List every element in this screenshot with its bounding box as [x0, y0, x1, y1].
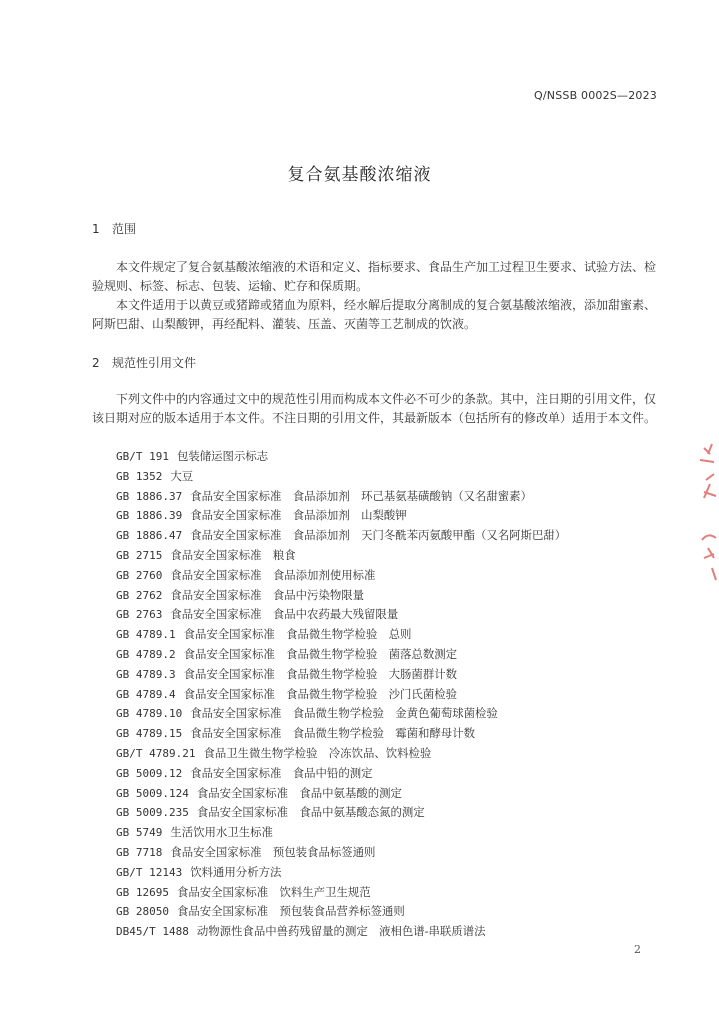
section-title: 范围 — [112, 222, 137, 236]
reference-item — [116, 605, 566, 625]
reference-title: 食品安全国家标准 食品添加剂 山梨酸钾 — [190, 508, 407, 523]
reference-title: 食品卫生微生物学检验 冷冻饮品、饮料检验 — [203, 745, 432, 760]
reference-code: GB 4789.2 — [116, 647, 176, 661]
reference-code: GB 4789.10 — [116, 707, 183, 721]
document-code: Q/NSSB 0002S—2023 — [534, 89, 657, 102]
section-number: 1 — [92, 222, 100, 236]
reference-title: 食品安全国家标准 食品添加剂 环己基氨基磺酸钠（又名甜蜜素） — [190, 488, 532, 503]
section-title: 规范性引用文件 — [112, 356, 197, 370]
reference-title: 动物源性食品中兽药残留量的测定 液相色谱-串联质谱法 — [196, 924, 486, 939]
reference-item — [116, 922, 566, 942]
reference-code: GB 7718 — [116, 845, 163, 859]
reference-code: GB 1886.37 — [116, 489, 183, 503]
reference-title: 包装储运图示标志 — [176, 449, 269, 463]
reference-code: GB 4789.3 — [116, 667, 176, 681]
section-2-heading — [92, 354, 196, 371]
reference-title: 食品安全国家标准 粮食 — [170, 547, 296, 562]
document-title: 复合氨基酸浓缩液 — [287, 165, 432, 185]
reference-item — [116, 744, 566, 764]
reference-title: 食品安全国家标准 食品中铅的测定 — [190, 765, 373, 780]
reference-title: 食品安全国家标准 食品中污染物限量 — [170, 587, 365, 602]
section-number: 2 — [92, 356, 100, 370]
reference-code: GB/T 4789.21 — [116, 746, 196, 760]
reference-code: GB 4789.1 — [116, 628, 176, 642]
reference-code: GB 5009.235 — [116, 806, 189, 820]
reference-title: 食品安全国家标准 食品微生物学检验 总则 — [183, 627, 412, 642]
reference-title: 大豆 — [170, 468, 194, 483]
reference-code: GB 2760 — [116, 568, 163, 582]
reference-item — [116, 665, 566, 685]
reference-title: 食品安全国家标准 预包装食品营养标签通则 — [176, 904, 405, 919]
reference-code: GB/T 12143 — [116, 865, 183, 879]
section-1-heading — [92, 220, 136, 237]
reference-item — [116, 447, 566, 467]
reference-item — [116, 566, 566, 586]
reference-title: 食品安全国家标准 食品微生物学检验 金黄色葡萄球菌检验 — [190, 706, 498, 721]
reference-code: GB 1352 — [116, 469, 163, 483]
reference-item — [116, 546, 566, 566]
reference-code: GB 5749 — [116, 826, 163, 840]
reference-item — [116, 883, 566, 903]
reference-code: GB 2762 — [116, 588, 163, 602]
reference-list — [116, 447, 566, 942]
reference-title: 食品安全国家标准 食品添加剂使用标准 — [170, 567, 376, 582]
reference-title: 生活饮用水卫生标准 — [170, 825, 273, 840]
reference-title: 食品安全国家标准 食品微生物学检验 霉菌和酵母计数 — [190, 726, 476, 741]
reference-title: 食品安全国家标准 饮料生产卫生规范 — [176, 884, 371, 899]
reference-item — [116, 526, 566, 546]
reference-item — [116, 863, 566, 883]
reference-item — [116, 586, 566, 606]
reference-code: DB45/T 1488 — [116, 925, 189, 939]
page-number: 2 — [634, 943, 641, 956]
reference-item — [116, 843, 566, 863]
reference-item — [116, 704, 566, 724]
reference-item — [116, 784, 566, 804]
reference-title: 食品安全国家标准 食品微生物学检验 沙门氏菌检验 — [183, 686, 457, 701]
reference-item — [116, 467, 566, 487]
reference-item — [116, 724, 566, 744]
reference-code: GB 28050 — [116, 905, 169, 919]
reference-title: 饮料通用分析方法 — [190, 864, 282, 879]
reference-code: GB 5009.124 — [116, 786, 189, 800]
reference-item — [116, 823, 566, 843]
reference-item — [116, 645, 566, 665]
references-intro: 下列文件中的内容通过文中的规范性引用而构成本文件必不可少的条款。其中，注日期的引用文件，仅该日期对应的版本适用于本文件。不注日期的引用文件，其最新版本（包括所有的修改单）适用于本文件。 — [92, 392, 657, 425]
reference-code: GB 1886.39 — [116, 509, 183, 523]
scope-paragraph-1: 本文件规定了复合氨基酸浓缩液的术语和定义、指标要求、食品生产加工过程卫生要求、试验方法、检验规则、标签、标志、包装、运输、贮存和保质期。 — [92, 260, 657, 293]
reference-title: 食品安全国家标准 食品中农药最大残留限量 — [170, 607, 399, 622]
seal-stamp — [690, 440, 719, 590]
reference-item — [116, 685, 566, 705]
reference-title: 食品安全国家标准 食品微生物学检验 大肠菌群计数 — [183, 666, 457, 681]
reference-code: GB 12695 — [116, 885, 169, 899]
reference-item — [116, 506, 566, 526]
reference-item — [116, 803, 566, 823]
reference-code: GB 4789.4 — [116, 687, 176, 701]
reference-code: GB/T 191 — [116, 450, 169, 463]
reference-title: 食品安全国家标准 预包装食品标签通则 — [170, 844, 376, 859]
scope-paragraph-2: 本文件适用于以黄豆或猪蹄或猪血为原料，经水解后提取分离制成的复合氨基酸浓缩液，添加甜蜜素、阿斯巴甜、山梨酸钾，再经配料、灌装、压盖、灭菌等工艺制成的饮液。 — [92, 298, 657, 331]
reference-item — [116, 902, 566, 922]
reference-code: GB 1886.47 — [116, 529, 183, 543]
reference-title: 食品安全国家标准 食品微生物学检验 菌落总数测定 — [183, 646, 457, 661]
reference-code: GB 5009.12 — [116, 766, 183, 780]
reference-code: GB 2763 — [116, 608, 163, 622]
reference-title: 食品安全国家标准 食品添加剂 天门冬酰苯丙氨酸甲酯（又名阿斯巴甜） — [190, 528, 567, 543]
reference-item — [116, 764, 566, 784]
reference-title: 食品安全国家标准 食品中氨基酸态氮的测定 — [196, 805, 425, 820]
reference-item — [116, 625, 566, 645]
reference-code: GB 4789.15 — [116, 727, 183, 741]
reference-item — [116, 487, 566, 507]
reference-code: GB 2715 — [116, 548, 163, 562]
reference-title: 食品安全国家标准 食品中氨基酸的测定 — [196, 785, 402, 800]
